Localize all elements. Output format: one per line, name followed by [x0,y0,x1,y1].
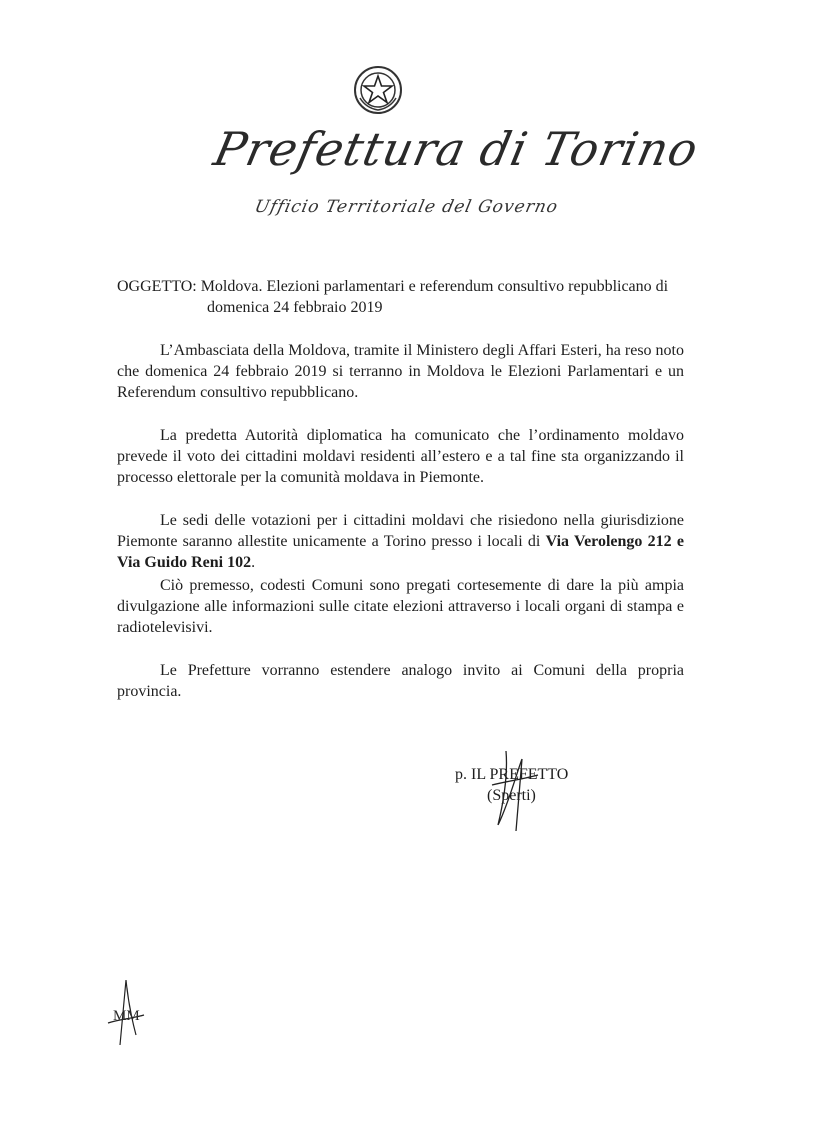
subject-block [117,276,684,318]
paragraph-3-end: . [251,554,256,571]
paragraph-3 [117,510,684,573]
initials: MM [113,1008,140,1024]
handwritten-signature-icon [478,745,548,835]
subject-line1: Moldova. Elezioni parlamentari e referendum consultivo repubblicano di [200,278,669,295]
paragraph-4: Ciò premesso, codesti Comuni sono pregati cortesemente di dare la più ampia divulgazione alle informazioni sulle citate elezioni attraverso i locali organi di stampa e radiotelevisivi. [117,577,684,636]
subject-line2: domenica 24 febbraio 2019 [207,299,383,316]
signature-name: (Sperti) [487,787,536,804]
paragraph-1: L’Ambasciata della Moldova, tramite il Ministero degli Affari Esteri, ha reso noto che domenica 24 febbraio 2019 si terranno in Moldova le Elezioni Parlamentari e un Referendum consultivo repubblicano. [117,342,684,401]
italian-republic-emblem-icon [352,64,404,116]
paragraph-3-addresses: Via Verolengo 212 e Via Guido Reni 102 [117,533,684,571]
signature-title: p. IL PREFETTO [455,766,569,783]
subject-label: OGGETTO: [117,278,197,295]
paragraph-2: La predetta Autorità diplomatica ha comunicato che l’ordinamento moldavo prevede il voto dei cittadini moldavi residenti all’estero e a tal fine sta organizzando il processo elettorale per la comunità moldava in Piemonte. [117,427,684,486]
office-subtitle: Ufficio Territoriale del Governo [252,197,561,217]
paragraph-3-text: Le sedi delle votazioni per i cittadini moldavi che risiedono nella giurisdizione Piemonte saranno allestite unicamente a Torino presso i locali di [117,512,684,550]
office-title: Prefettura di Torino [209,122,704,176]
paragraph-5: Le Prefetture vorranno estendere analogo invito ai Comuni della propria provincia. [117,662,684,700]
